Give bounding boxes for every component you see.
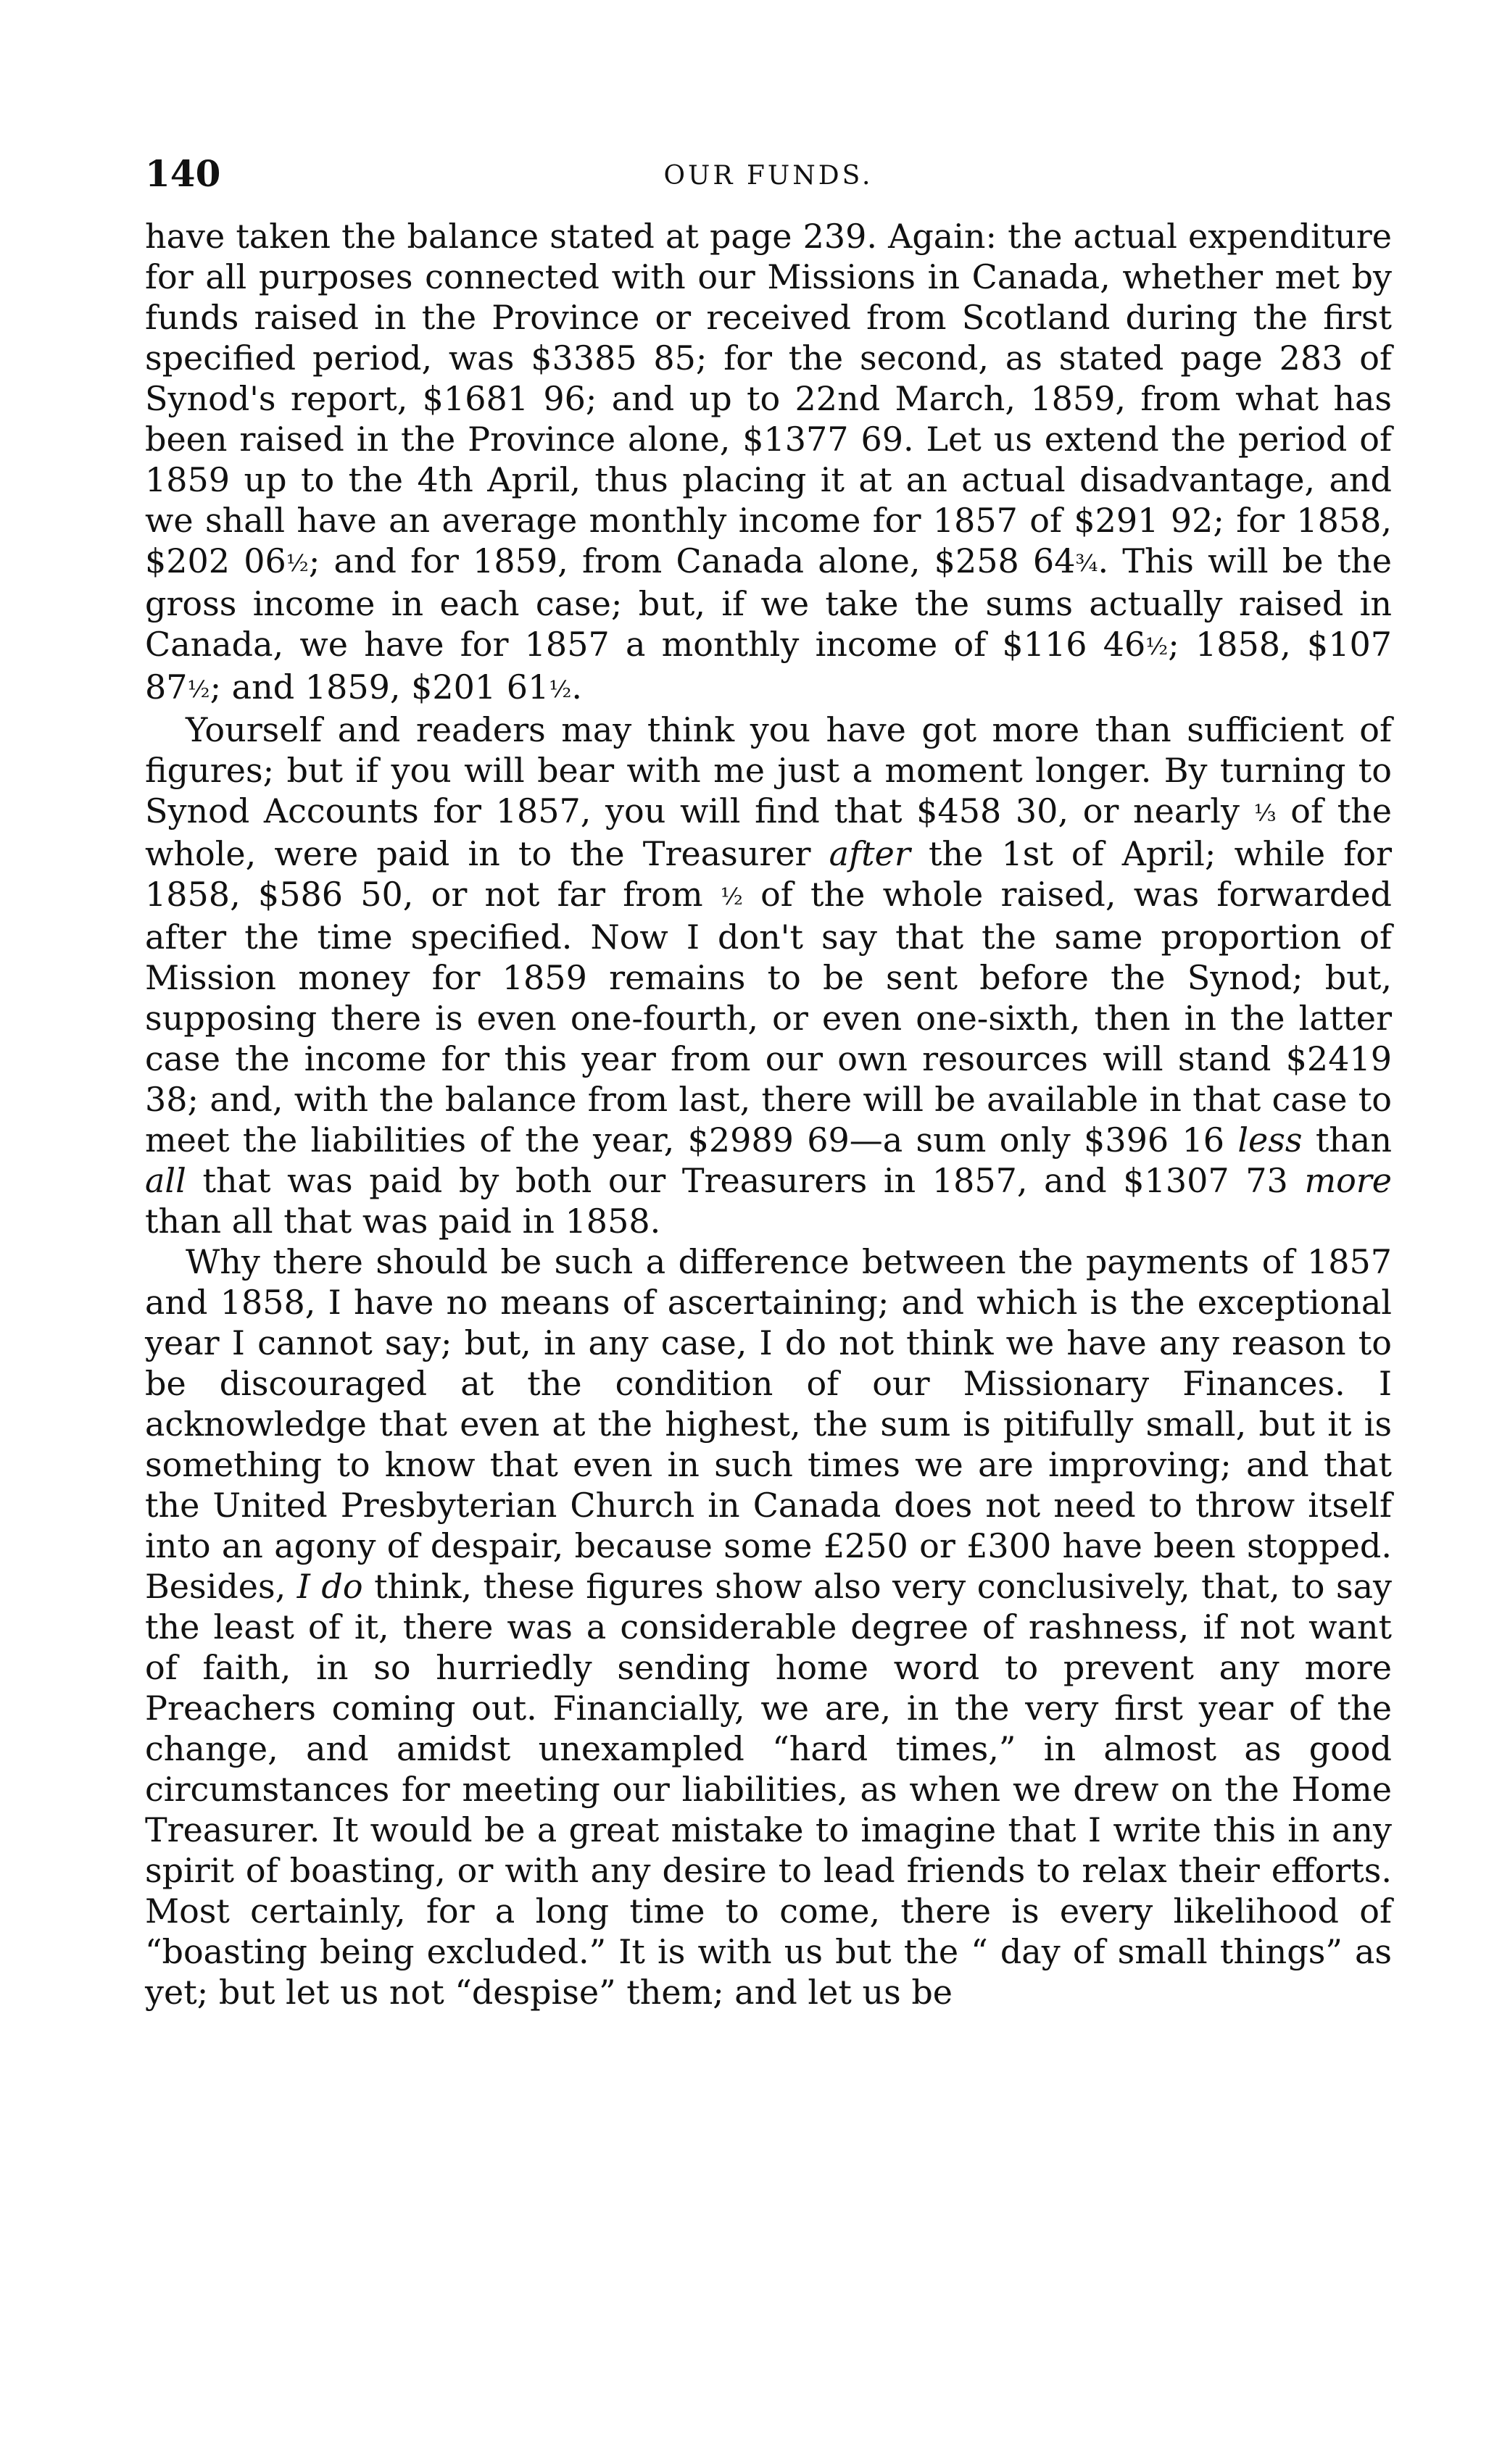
fraction: ½ [720,883,743,910]
body-text [145,216,1392,2013]
emphasis-text: more [1304,1161,1392,1200]
text-run: . [571,667,582,707]
fraction: ½ [286,549,309,577]
text-run: than [1302,1120,1392,1160]
text-run: that was paid by both our Treasurers in 1857, and $1307 73 [186,1161,1305,1200]
fraction: ½ [549,675,572,703]
fraction: ⅓ [1253,799,1277,827]
text-run: ; 1858, $107 87 [145,625,1392,707]
fraction: ½ [1145,633,1169,660]
text-run: have taken the balance stated at page 239. Again: the actual expenditure for all purposes connected with our Missions in Canada, whether met by funds raised in the Province or received from Scotland during the first specified period, was $3385 85; for the second, as stated page 283 of Synod's report, $1681 96; and up to 22nd March, 1859, from what has been raised in the Province alone, $1377 69. Let us extend the period of 1859 up to the 4th April, thus placing it at an actual disadvantage, and we shall have an average monthly income for 1857 of $291 92; for 1858, $202 06 [145,217,1392,580]
emphasis-text: I do [296,1567,363,1606]
paragraph [145,709,1392,1241]
text-run: . This will be the gross income in each case; but, if we take the sums actually raised in Canada, we have for 1857 a monthly income of $116 46 [145,541,1392,664]
fraction: ½ [187,675,210,703]
text-run: ; and 1859, $201 61 [210,667,549,707]
page-number: 140 [145,152,221,195]
fraction: ¾ [1075,549,1098,577]
paragraph [145,1241,1392,2013]
page-header [145,152,1392,196]
text-run: Why there should be such a difference between the payments of 1857 and 1858, I have no means of ascertaining; and which is the exceptional year I cannot say; but, in any case, I do not think we have any reason to be discouraged at the condition of our Missionary Finances. I acknowledge that even at the highest, the sum is pitifully small, but it is something to know that even in such times we are improving; and that the United Presbyterian Church in Canada does not need to throw itself into an agony of despair, because some £250 or £300 have been stopped. Besides, [145,1242,1392,1606]
text-run: ; and for 1859, from Canada alone, $258 64 [308,541,1076,580]
text-run: than all that was paid in 1858. [145,1202,661,1241]
text-run: of the whole raised, was forwarded after the time specified. Now I don't say that the same proportion of Mission money for 1859 remains to be sent before the Synod; but, supposing there is even one-fourth, or even one-sixth, then in the latter case the income for this year from our own resources will stand $2419 38; and, with the balance from last, there will be available in that case to meet the liabilities of the year, $2989 69—a sum only $396 16 [145,875,1392,1160]
emphasis-text: less [1237,1120,1303,1160]
paragraph [145,216,1392,709]
emphasis-text: all [145,1161,186,1200]
running-head: OUR FUNDS. [663,161,874,191]
text-run: the 1st of April; while for 1858, $586 50, or not far from [145,834,1393,914]
emphasis-text: after [829,834,910,873]
text-run: Yourself and readers may think you have got more than sufficient of figures; but if you will bear with me just a moment longer. By turning to Synod Accounts for 1857, you will find that $458 30, or nearly [145,710,1392,831]
text-run: think, these figures show also very conclusively, that, to say the least of it, there was a considerable degree of rashness, if not want of faith, in so hurriedly sending home word to prevent any more Preachers coming out. Financially, we are, in the very first year of the change, and amidst unexampled “hard times,” in almost as good circumstances for meeting our liabilities, as when we drew on the Home Treasurer. It would be a great mistake to imagine that I write this in any spirit of boasting, or with any desire to lead friends to relax their efforts. Most certainly, for a long time to come, there is every likelihood of “boasting being excluded.” It is with us but the “ day of small things” as yet; but let us not “despise” them; and let us be [145,1567,1392,2012]
book-page [145,152,1392,2013]
text-run: of the whole, were paid in to the Treasurer [145,791,1392,873]
